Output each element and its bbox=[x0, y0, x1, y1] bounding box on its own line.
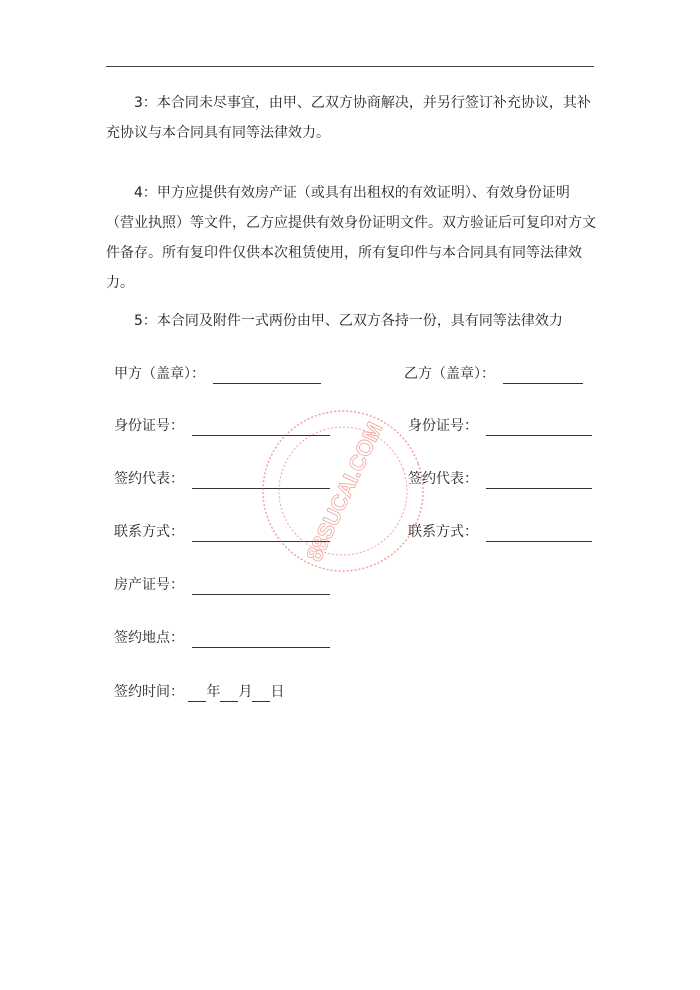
day-blank[interactable] bbox=[252, 687, 270, 702]
party-b-id-field bbox=[408, 416, 592, 436]
clause-4: 4：甲方应提供有效房产证（或具有出租权的有效证明）、有效身份证明（营业执照）等文件，乙方应提供有效身份证明文件。双方验证后可复印对方文件备存。所有复印件仅供本次租赁使用，所有复印件与本合同具有同等法律效力。 bbox=[106, 185, 596, 291]
day-label: 日 bbox=[270, 684, 285, 700]
party-b-seal-label: 乙方（盖章）： bbox=[404, 366, 495, 382]
party-b-seal-blank[interactable] bbox=[503, 369, 583, 384]
watermark-text: 88SUCAI.COM bbox=[301, 418, 388, 566]
party-a-contact-label: 联系方式： bbox=[114, 524, 184, 540]
party-b-rep-field bbox=[408, 469, 592, 489]
sign-time-field bbox=[114, 682, 284, 702]
party-a-contact-blank[interactable] bbox=[192, 527, 330, 542]
party-b-rep-blank[interactable] bbox=[486, 474, 592, 489]
year-blank[interactable] bbox=[188, 687, 206, 702]
header-divider bbox=[106, 66, 594, 67]
party-b-contact-field bbox=[408, 522, 592, 542]
party-a-id-blank[interactable] bbox=[192, 421, 330, 436]
month-blank[interactable] bbox=[220, 687, 238, 702]
party-a-contact-field bbox=[114, 522, 330, 542]
party-b-contact-blank[interactable] bbox=[486, 527, 592, 542]
party-a-seal-blank[interactable] bbox=[213, 369, 321, 384]
property-cert-field bbox=[114, 575, 330, 595]
party-b-seal-field bbox=[404, 364, 583, 384]
party-a-seal-field bbox=[114, 364, 321, 384]
party-a-rep-label: 签约代表： bbox=[114, 471, 184, 487]
year-label: 年 bbox=[206, 684, 221, 700]
party-b-contact-label: 联系方式： bbox=[408, 524, 478, 540]
party-a-id-label: 身份证号： bbox=[114, 418, 184, 434]
clause-5: 5：本合同及附件一式两份由甲、乙双方各持一份，具有同等法律效力 bbox=[134, 313, 563, 329]
party-b-id-blank[interactable] bbox=[486, 421, 592, 436]
month-label: 月 bbox=[238, 684, 253, 700]
sign-place-blank[interactable] bbox=[192, 633, 330, 648]
party-a-rep-field bbox=[114, 469, 330, 489]
sign-place-label: 签约地点： bbox=[114, 630, 184, 646]
clause-3: 3：本合同未尽事宜，由甲、乙双方协商解决，并另行签订补充协议，其补充协议与本合同具有同等法律效力。 bbox=[106, 95, 591, 141]
party-b-rep-label: 签约代表： bbox=[408, 471, 478, 487]
party-a-seal-label: 甲方（盖章）： bbox=[114, 366, 205, 382]
property-cert-label: 房产证号： bbox=[114, 577, 184, 593]
party-a-id-field bbox=[114, 416, 330, 436]
property-cert-blank[interactable] bbox=[192, 580, 330, 595]
sign-place-field bbox=[114, 628, 330, 648]
sign-time-label: 签约时间： bbox=[114, 684, 184, 700]
party-a-rep-blank[interactable] bbox=[192, 474, 330, 489]
party-b-id-label: 身份证号： bbox=[408, 418, 478, 434]
